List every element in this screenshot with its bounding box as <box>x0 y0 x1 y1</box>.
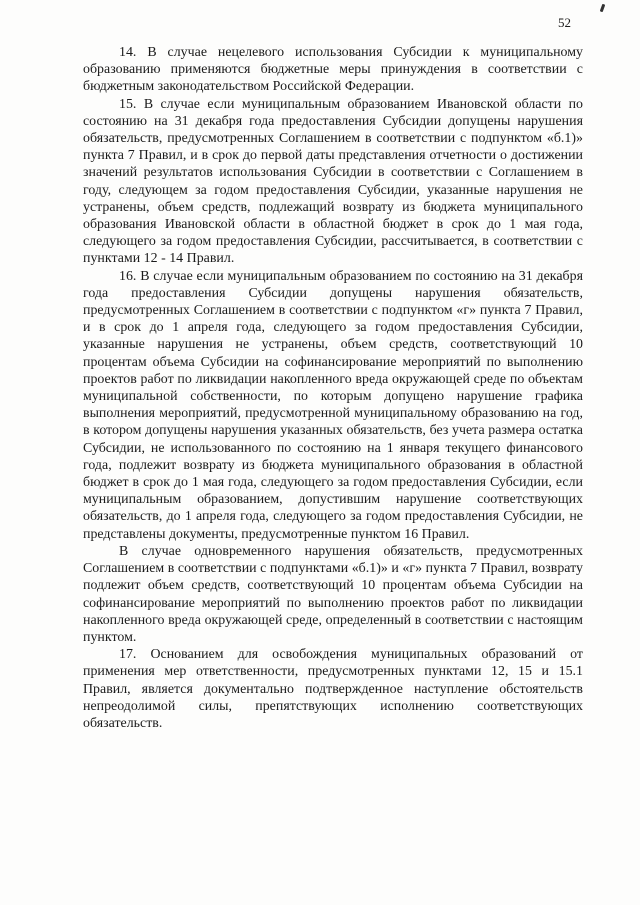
paragraph-15: 15. В случае если муниципальным образованием Ивановской области по состоянию на 31 декабря года предоставления Субсидии допущены нарушения обязательств, предусмотренных Соглашением в соответствии с подпунктом «б.1)» пункта 7 Правил, и в срок до первой даты представления отчетности о достижении значений результатов использования Субсидии в соответствии с Соглашением в году, следующем за годом предоставления Субсидии, указанные нарушения не устранены, объем средств, подлежащий возврату из бюджета муниципального образования Ивановской области в областной бюджет в срок до 1 мая года, следующего за годом предоставления Субсидии, рассчитывается, в соответствии с пунктами 12 - 14 Правил. <box>83 96 583 267</box>
pen-mark <box>600 4 606 13</box>
paragraph-14: 14. В случае нецелевого использования Субсидии к муниципальному образованию применяются бюджетные меры принуждения в соответствии с бюджетным законодательством Российской Федерации. <box>83 45 583 95</box>
paragraph-17: 17. Основанием для освобождения муниципальных образований от применения мер ответственности, предусмотренных пунктами 12, 15 и 15.1 Правил, является документально подтвержденное наступление обстоятельств непреодолимой силы, препятствующих исполнению соответствующих обязательств. <box>83 647 583 731</box>
document-body <box>83 44 583 732</box>
paragraph-16-continuation: В случае одновременного нарушения обязательств, предусмотренных Соглашением в соответствии с подпунктами «б.1)» и «г» пункта 7 Правил, возврату подлежит объем средств, соответствующий 10 процентам объема Субсидии на софинансирование мероприятий по выполнению проектов работ по ликвидации накопленного вреда окружающей среде, определенный в соответствии с настоящим пунктом. <box>83 543 583 645</box>
page-number: 52 <box>558 15 571 30</box>
paragraph-16: 16. В случае если муниципальным образованием по состоянию на 31 декабря года предоставления Субсидии допущены нарушения обязательств, предусмотренных Соглашением в соответствии с подпунктом «г» пункта 7 Правил, и в срок до 1 апреля года, следующего за годом предоставления Субсидии, указанные нарушения не устранены, объем средств, соответствующий 10 процентам объема Субсидии на софинансирование мероприятий по выполнению проектов работ по ликвидации накопленного вреда окружающей среде по объектам муниципальной собственности, по которым допущено нарушение графика выполнения мероприятий, предусмотренной муниципальному образованию на год, в котором допущены нарушения указанных обязательств, без учета размера остатка Субсидии, не использованного по состоянию на 1 января текущего финансового года, подлежит возврату из бюджета муниципального образования в областной бюджет в срок до 1 мая года, следующего за годом предоставления Субсидии, если муниципальным образованием, допустившим нарушение соответствующих обязательств, до 1 апреля года, следующего за годом предоставления Субсидии, не представлены документы, предусмотренные пунктом 16 Правил. <box>83 268 583 542</box>
